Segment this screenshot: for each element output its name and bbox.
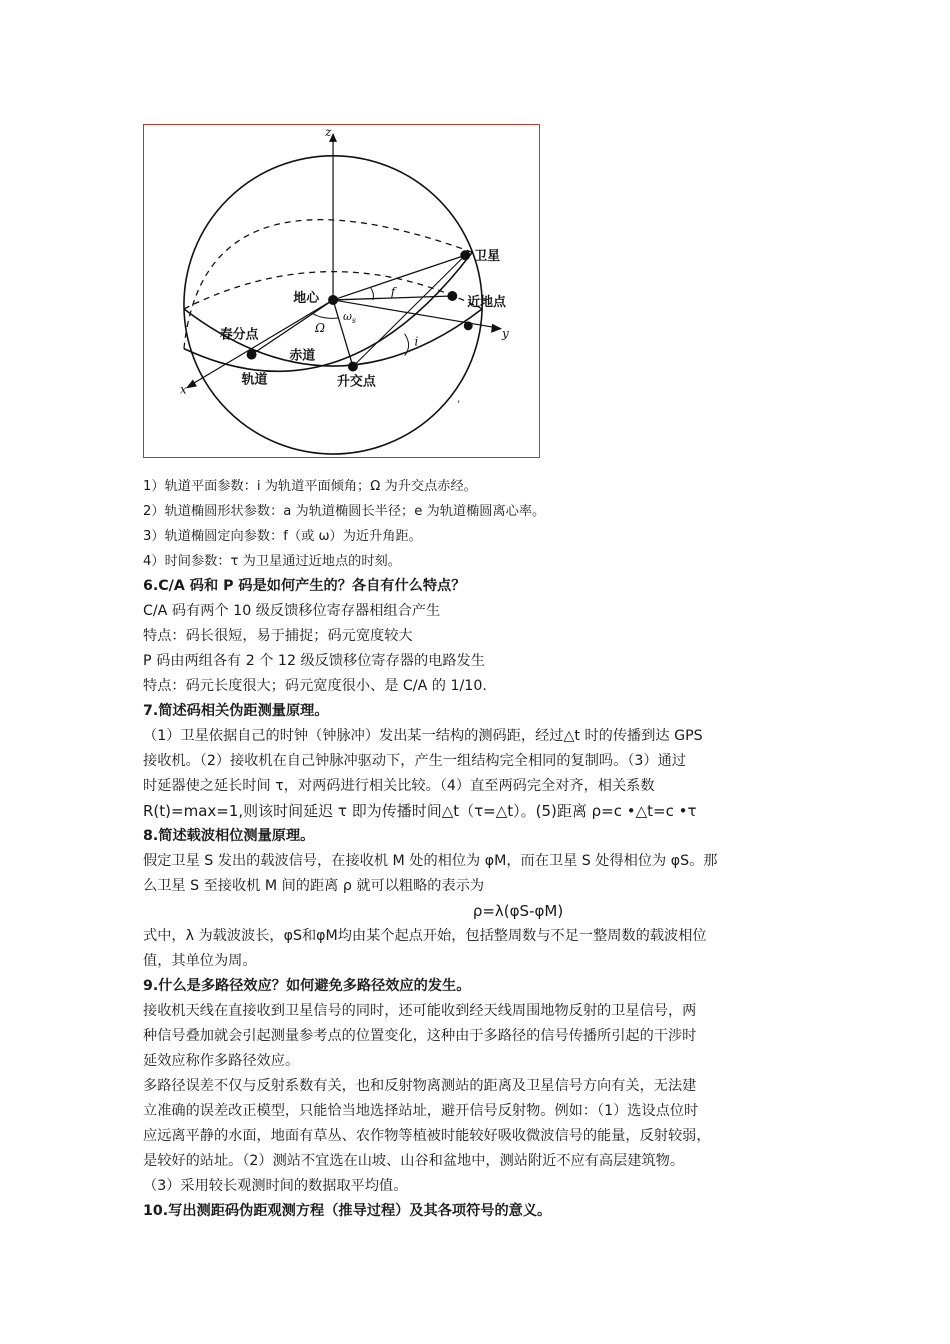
q9-line-5: 立准确的误差改正模型，只能恰当地选择站址，避开信号反射物。例如：（1）选设点位时 (143, 1103, 699, 1119)
q9-line-4: 多路径误差不仅与反射系数有关，也和反射物离测站的距离及卫星信号方向有关，无法建 (143, 1078, 697, 1094)
satellite-line (333, 255, 465, 300)
ascending-node-label: 升交点 (337, 374, 376, 390)
q7-line-3: 时延器使之延长时间 τ，对两码进行相关比较。（4）直至两码完全对齐，相关系数 (143, 778, 655, 794)
orbit-diagram-svg (144, 125, 539, 457)
q6-line-2: 特点：码长很短，易于捕捉；码元宽度较大 (143, 628, 413, 644)
q9-line-7: 是较好的站址。（2）测站不宜选在山坡、山谷和盆地中，测站附近不应有高层建筑物。 (143, 1153, 685, 1169)
q10-heading: 10.写出测距码伪距观测方程（推导过程）及其各项符号的意义。 (143, 1203, 552, 1219)
angle-omega-arc (313, 314, 339, 318)
q6-line-4: 特点：码元长度很大；码元宽度很小、是 C/A 的 1/10. (143, 678, 487, 694)
q7-line-1: （1）卫星依据自己的时钟（钟脉冲）发出某一结构的测码距，经过△t 时的传播到达 GPS (143, 728, 703, 744)
q6-line-3: P 码由两组各有 2 个 12 级反馈移位寄存器的电路发生 (143, 653, 485, 669)
vernal-equinox-label: 春分点 (219, 327, 259, 343)
q9-line-2: 种信号叠加就会引起测量参考点的位置变化，这种由于多路径的信号传播所引起的干涉时 (143, 1028, 697, 1044)
vernal-equinox-point (247, 350, 257, 360)
q8-after-line-1: 式中，λ 为载波波长，φS和φM均由某个起点开始，包括整周数与不足一整周数的载波相位 (143, 928, 707, 944)
y-axis-arrow (491, 324, 502, 333)
earth-center-point (328, 295, 338, 305)
q9-line-1: 接收机天线在直接收到卫星信号的同时，还可能收到经天线周围地物反射的卫星信号，两 (143, 1003, 697, 1019)
x-axis-arrow (186, 379, 197, 388)
orbit-label: 轨道 (241, 372, 268, 388)
z-axis-label: z (325, 125, 332, 139)
q8-line-2: 么卫星 S 至接收机 M 间的距离 ρ 就可以粗略的表示为 (143, 878, 485, 894)
q9-line-6: 应远离平静的水面，地面有草丛、农作物等植被时能较好吸收微波信号的能量，反射较弱， (143, 1128, 711, 1144)
x-axis-label: x (179, 382, 187, 397)
q8-formula: ρ=λ(φS-φM) (472, 902, 564, 920)
q7-line-2: 接收机。（2）接收机在自己钟脉冲驱动下，产生一组结构完全相同的复制吗。（3）通过 (143, 753, 686, 769)
orbit-diagram (143, 124, 540, 458)
q9-heading: 9.什么是多路径效应？如何避免多路径效应的发生。 (143, 978, 471, 994)
param-line-2: 2）轨道椭圆形状参数：a 为轨道椭圆长半径；e 为轨道椭圆离心率。 (143, 504, 546, 519)
param-line-3: 3）轨道椭圆定向参数：f（或 ω）为近升角距。 (143, 529, 422, 544)
q6-heading: 6.C/A 码和 P 码是如何产生的？各自有什么特点？ (143, 578, 466, 594)
q9-line-3: 延效应称作多路径效应。 (143, 1053, 300, 1069)
equator-label: 赤道 (289, 348, 316, 364)
param-line-4: 4）时间参数：τ 为卫星通过近地点的时刻。 (143, 554, 401, 569)
orbit-front (184, 252, 472, 371)
y-axis-point (464, 321, 473, 330)
q8-heading: 8.简述载波相位测量原理。 (143, 828, 315, 844)
text-body (143, 474, 813, 1224)
q6-line-1: C/A 码有两个 10 级反馈移位寄存器相组合产生 (143, 603, 441, 619)
earth-center-label: 地心 (293, 290, 320, 306)
q9-line-8: （3）采用较长观测时间的数据取平均值。 (143, 1178, 408, 1194)
q7-line-4: R(t)=max=1,则该时间延迟 τ 即为传播时间△t（τ=△t）。(5)距离 ρ=c •△t=c •τ (143, 802, 697, 820)
angle-omega-lower-label: $\omega_s$ (342, 309, 356, 325)
perigee-point (447, 291, 457, 301)
stray-mark: , (457, 393, 461, 405)
param-line-1: 1）轨道平面参数：i 为轨道平面倾角；Ω 为升交点赤经。 (143, 479, 477, 494)
y-axis-label: y (502, 326, 509, 341)
ascending-node-point (348, 362, 358, 372)
angle-f-label: f (390, 284, 396, 299)
angle-omega-upper-label: Ω (315, 320, 326, 335)
q7-heading: 7.简述码相关伪距测量原理。 (143, 703, 329, 719)
satellite-point (460, 250, 470, 260)
perigee-label: 近地点 (467, 294, 506, 310)
q8-after-line-2: 值，其单位为周。 (143, 953, 257, 969)
q8-line-1: 假定卫星 S 发出的载波信号，在接收机 M 处的相位为 φM，而在卫星 S 处得相位为 φS。那 (143, 853, 718, 869)
satellite-label: 卫星 (474, 249, 501, 265)
node-to-satellite-line (353, 255, 465, 366)
angle-i-label: i (414, 334, 419, 349)
